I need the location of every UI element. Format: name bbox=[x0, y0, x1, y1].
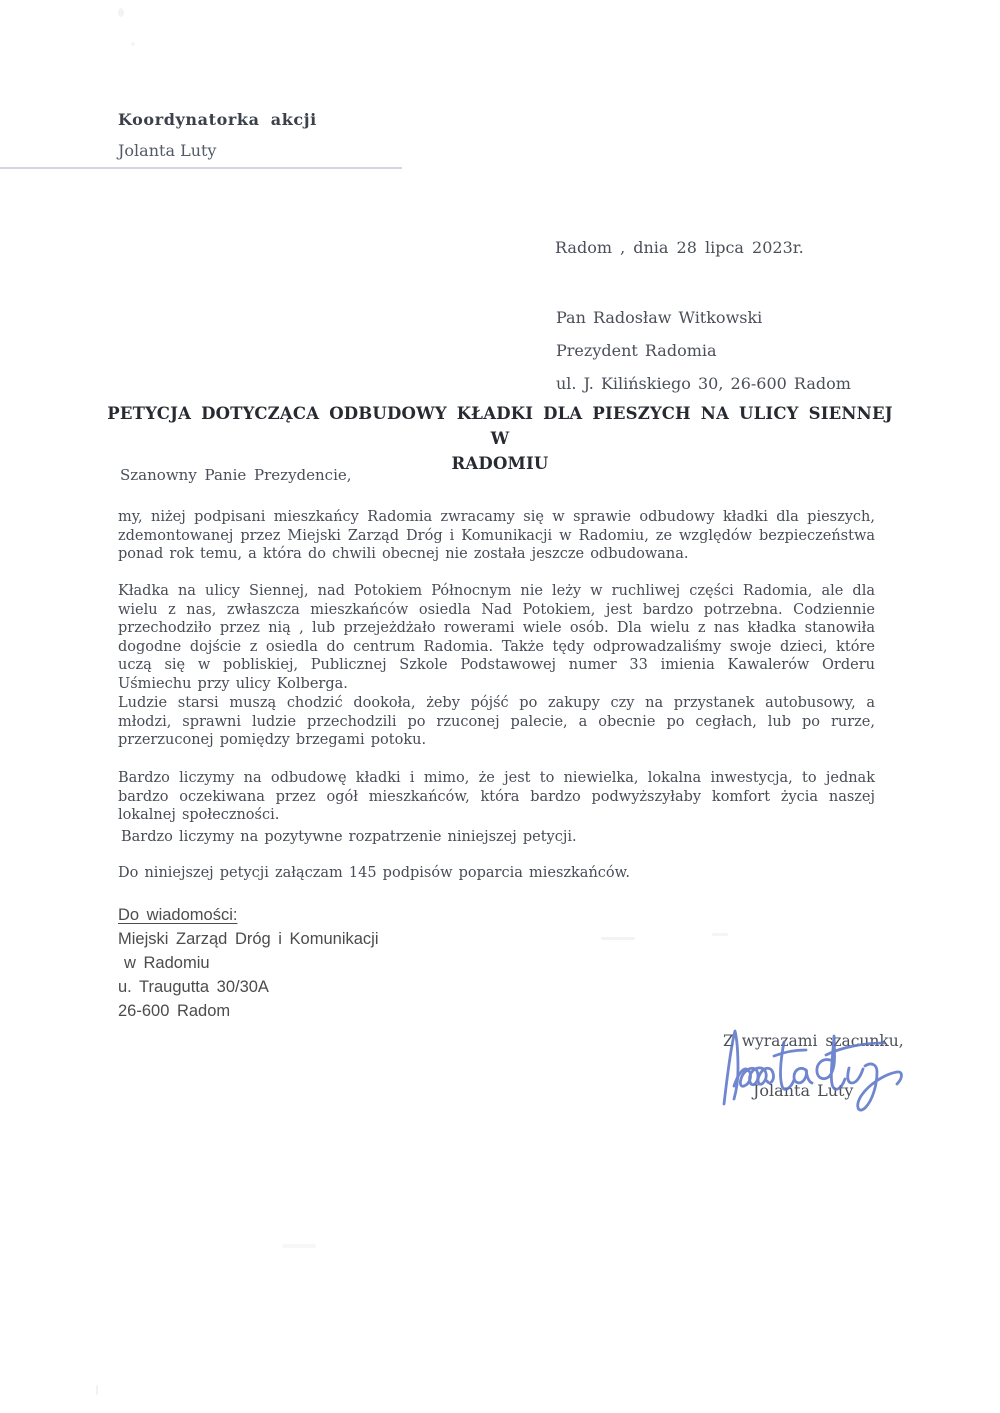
cc-line-street: u. Traugutta 30/30A bbox=[118, 978, 269, 996]
paragraph-intro: my, niżej podpisani mieszkańcy Radomia zwracamy się w sprawie odbudowy kładki dla pieszych, zdemontowanej przez Miejski Zarząd Dróg i Komunikacji w Radomiu, ze względów bezpieczeństwa ponad rok temu, a która do chwili obecnej nie została jeszcze odbudowana. bbox=[118, 509, 875, 562]
recipient-name: Pan Radosław Witkowski bbox=[556, 308, 763, 327]
header-divider bbox=[0, 167, 402, 169]
scan-artifact bbox=[712, 933, 728, 936]
petition-title-line1: PETYCJA DOTYCZĄCA ODBUDOWY KŁADKI DLA PIESZYCH NA ULICY SIENNEJ W bbox=[107, 404, 893, 448]
closing-phrase: Z wyrazami szacunku, bbox=[723, 1032, 904, 1050]
recipient-block bbox=[556, 301, 851, 400]
coordinator-role: Koordynatorka akcji bbox=[118, 110, 317, 129]
scan-artifact bbox=[131, 42, 135, 46]
scan-artifact bbox=[118, 8, 124, 17]
paragraph-signatures-count: Do niniejszej petycji załączam 145 podpisów poparcia mieszkańców. bbox=[118, 865, 630, 881]
salutation: Szanowny Panie Prezydencie, bbox=[120, 466, 352, 484]
coordinator-name: Jolanta Luty bbox=[118, 141, 217, 160]
cc-line-postcode: 26-600 Radom bbox=[118, 1002, 231, 1020]
paragraph-investment-appeal: Bardzo liczymy na odbudowę kładki i mimo, że jest to niewielka, lokalna inwestycja, to jednak bardzo oczekiwana przez ogół mieszkańców, która bardzo podwyższyłaby komfort życia naszej lokalnej społeczności. bbox=[118, 770, 875, 823]
date-line: Radom , dnia 28 lipca 2023r. bbox=[555, 238, 804, 257]
cc-block bbox=[118, 903, 379, 1023]
cc-heading: Do wiadomości: bbox=[118, 906, 238, 924]
signature-name-printed: Jolanta Luty bbox=[753, 1081, 854, 1100]
recipient-address: ul. J. Kilińskiego 30, 26-600 Radom bbox=[556, 374, 851, 393]
petition-title-line2: RADOMIU bbox=[451, 454, 549, 473]
scan-artifact bbox=[282, 1244, 316, 1248]
recipient-title: Prezydent Radomia bbox=[556, 341, 717, 360]
scan-artifact bbox=[601, 937, 635, 940]
cc-line-organization: Miejski Zarząd Dróg i Komunikacji bbox=[118, 930, 379, 948]
petition-title bbox=[105, 401, 895, 476]
cc-line-city: w Radomiu bbox=[124, 954, 210, 972]
paragraph-residents-hardship: Ludzie starsi muszą chodzić dookoła, żeby pójść po zakupy czy na przystanek autobusowy, a młodzi, sprawni ludzie przechodzili po rzuconej palecie, a obecnie po cegłach, lub po rurze, przerzuconej pomiędzy brzegami potoku. bbox=[118, 695, 875, 748]
scan-artifact bbox=[96, 1385, 98, 1395]
paragraph-request: Bardzo liczymy na pozytywne rozpatrzenie niniejszej petycji. bbox=[121, 829, 577, 845]
paragraph-bridge-description: Kładka na ulicy Siennej, nad Potokiem Północnym nie leży w ruchliwej części Radomia, ale dla wielu z nas, zwłaszcza mieszkańców osiedla Nad Potokiem, jest bardzo potrzebna. Codziennie przechodziło przez nią , lub przejeżdżało rowerami wiele osób. Dla wielu z nas kładka stanowiła dogodne dojście z osiedla do centrum Radomia. Także tędy odprowadzaliśmy swoje dzieci, które uczą się w pobliskiej, Publicznej Szkole Podstawowej numer 33 imienia Kawalerów Orderu Uśmiechu przy ulicy Kolberga. bbox=[118, 583, 875, 692]
